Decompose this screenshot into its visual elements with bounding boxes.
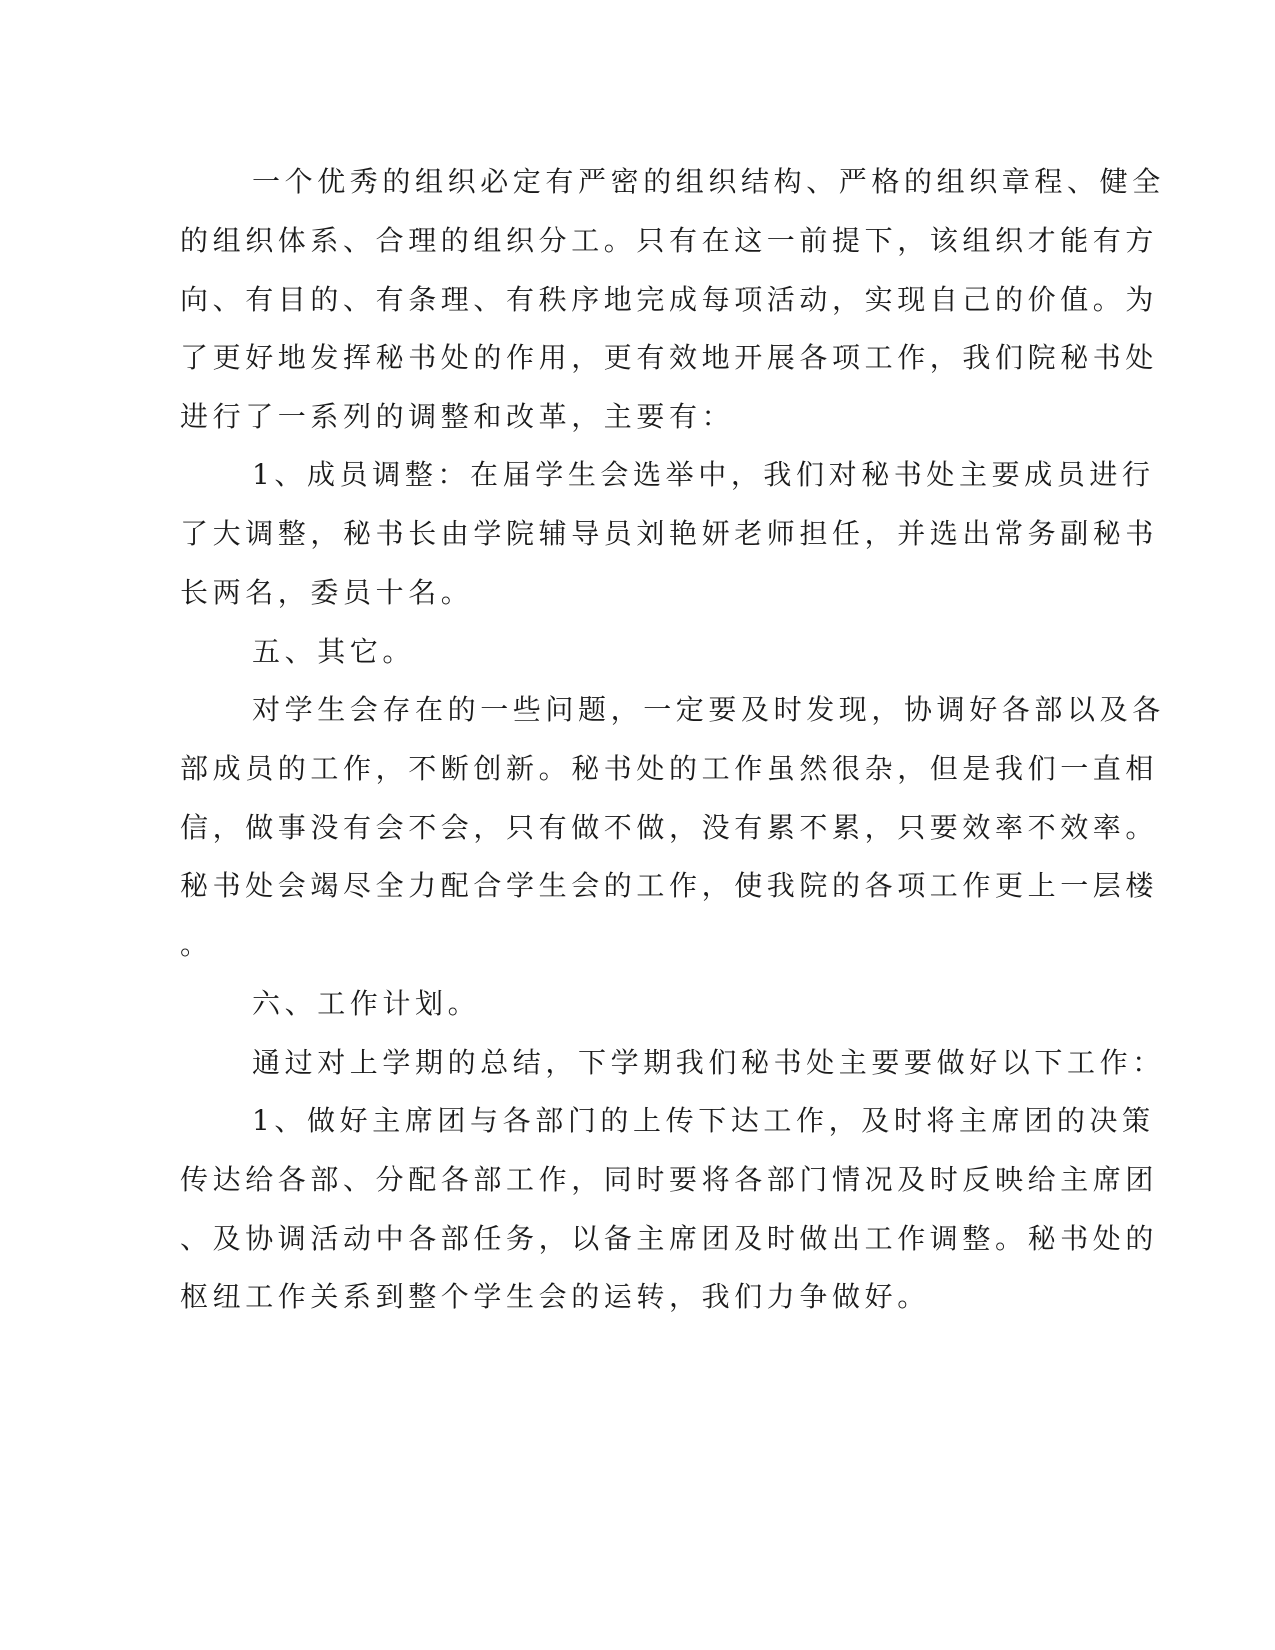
text-line: 向、有目的、有条理、有秩序地完成每项活动，实现自己的价值。为 <box>180 283 1159 316</box>
text-line: 了更好地发挥秘书处的作用，更有效地开展各项工作，我们院秘书处 <box>180 341 1159 374</box>
section-heading: 六、工作计划。 <box>252 987 481 1020</box>
text-line: 对学生会存在的一些问题，一定要及时发现，协调好各部以及各 <box>252 693 1165 726</box>
text-line: 了大调整，秘书长由学院辅导员刘艳妍老师担任，并选出常务副秘书 <box>180 517 1159 550</box>
text-line: 秘书处会竭尽全力配合学生会的工作，使我院的各项工作更上一层楼 <box>180 869 1159 902</box>
text-line: 的组织体系、合理的组织分工。只有在这一前提下，该组织才能有方 <box>180 224 1159 257</box>
text-line: 、及协调活动中各部任务，以备主席团及时做出工作调整。秘书处的 <box>180 1222 1159 1255</box>
text-line: 长两名，委员十名。 <box>180 576 474 609</box>
text-line: 一个优秀的组织必定有严密的组织结构、严格的组织章程、健全 <box>252 165 1165 198</box>
text-line: 进行了一系列的调整和改革，主要有： <box>180 400 735 433</box>
text-line: 通过对上学期的总结，下学期我们秘书处主要要做好以下工作： <box>252 1046 1165 1079</box>
text-line: 部成员的工作，不断创新。秘书处的工作虽然很杂，但是我们一直相 <box>180 752 1159 785</box>
text-line: 信，做事没有会不会，只有做不做，没有累不累，只要效率不效率。 <box>180 811 1159 844</box>
section-heading: 五、其它。 <box>252 635 416 668</box>
text-line: 枢纽工作关系到整个学生会的运转，我们力争做好。 <box>180 1280 930 1313</box>
text-line: 传达给各部、分配各部工作，同时要将各部门情况及时反映给主席团 <box>180 1163 1159 1196</box>
text-line: 。 <box>180 928 213 961</box>
text-line: 1、成员调整：在届学生会选举中，我们对秘书处主要成员进行 <box>252 458 1155 491</box>
text-line: 1、做好主席团与各部门的上传下达工作，及时将主席团的决策 <box>252 1104 1155 1137</box>
